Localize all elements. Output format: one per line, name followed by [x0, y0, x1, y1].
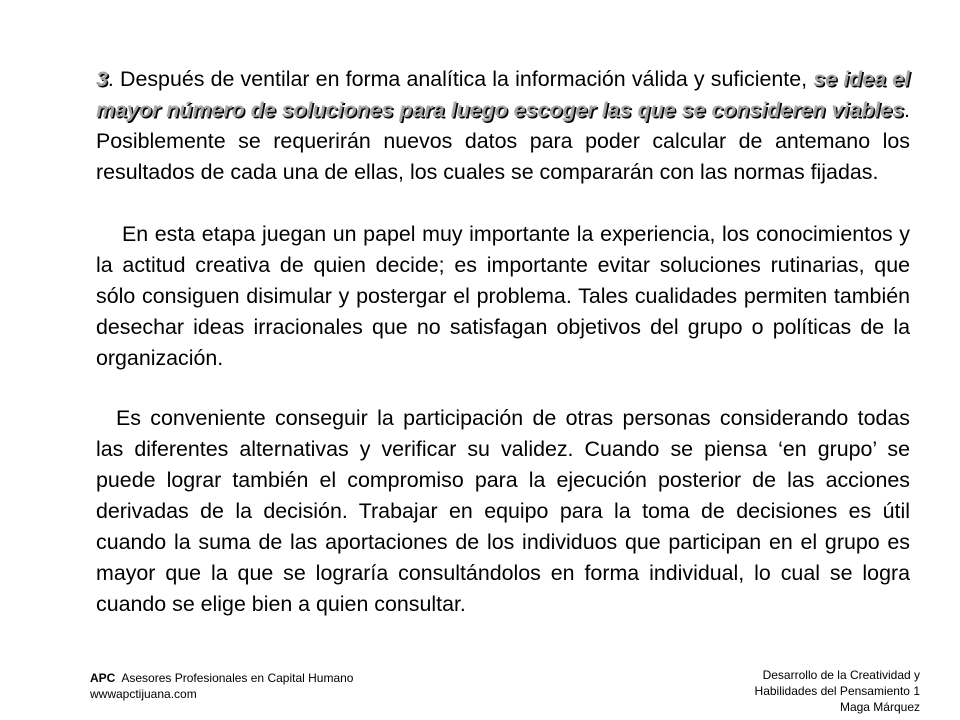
paragraph-2: En esta etapa juegan un papel muy importante la experiencia, los conocimientos y la actitud creativa de quien decide; es importante evitar soluciones rutinarias, que sólo consiguen disimular y postergar el problema. Tales cualidades permiten también desechar ideas irracionales que no satisfagan objetivos del grupo o políticas de la organización. [96, 222, 910, 370]
paragraph-1-emphasis: se idea el mayor número de soluciones para luego escoger las que se consideren viables [96, 67, 910, 122]
org-abbreviation: APC [90, 671, 116, 685]
org-name: Asesores Profesionales en Capital Humano [121, 671, 354, 685]
course-title-line-1: Desarrollo de la Creatividad y [762, 668, 920, 682]
paragraph-1-rest: . Posiblemente se requerirán nuevos datos para poder calcular de antemano los resultados de cada una de ellas, los cuales se compararán con las normas fijadas. [96, 98, 910, 184]
org-website: wwwapctijuana.com [90, 687, 197, 701]
footer-course-info [755, 667, 920, 715]
paragraph-1-intro: . Después de ventilar en forma analítica la información válida y suficiente, [107, 67, 814, 91]
footer-organization [90, 670, 353, 702]
author-name: Maga Márquez [839, 700, 920, 714]
course-title-line-2: Habilidades del Pensamiento 1 [754, 684, 920, 698]
body-text [96, 64, 910, 620]
paragraph-step-3 [96, 64, 910, 188]
paragraph-3: Es conveniente conseguir la participación de otras personas considerando todas las diferentes alternativas y verificar su validez. Cuando se piensa ‘en grupo’ se puede lograr también el compromiso para la ejecución posterior de las acciones derivadas de la decisión. Trabajar en equipo para la toma de decisiones es útil cuando la suma de las aportaciones de los individuos que participan en el grupo es mayor que la que se lograría consultándolos en forma individual, lo cual se logra cuando se elige bien a quien consultar. [96, 406, 910, 616]
step-number: 3 [96, 67, 108, 91]
